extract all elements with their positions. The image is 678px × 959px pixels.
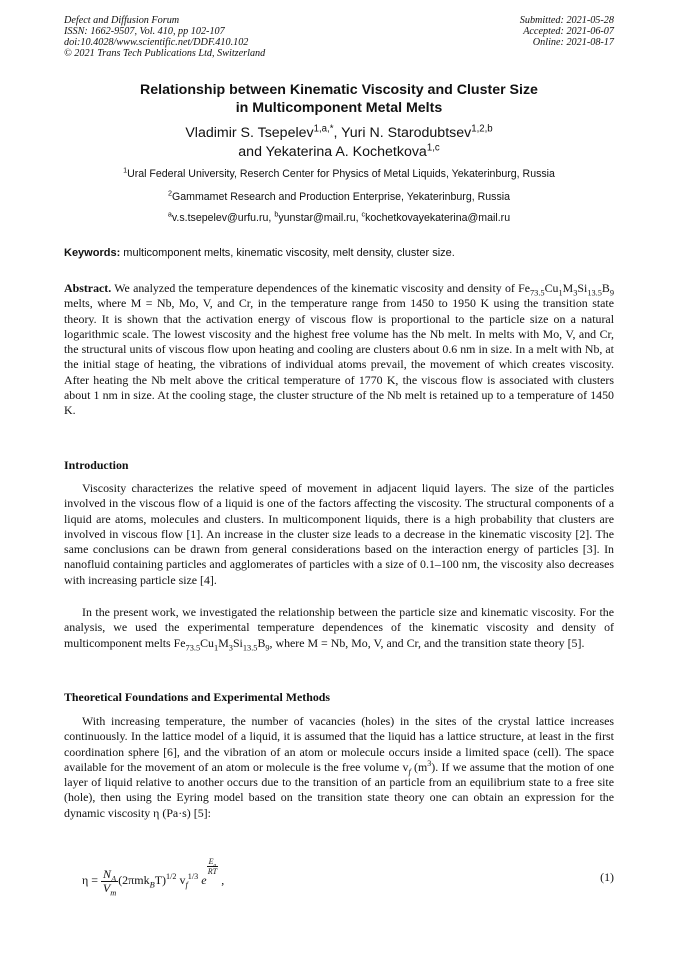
formula-element: Cu <box>544 281 559 295</box>
abstract-label: Abstract. <box>64 281 112 295</box>
paragraph-text: In the present work, we investigated the relationship between the particle size and kinematic viscosity. For the analysis, we used the experimental temperature dependences of the kinematic viscosity and density of multicomponent melts Fe <box>64 605 614 650</box>
eq-sub: A <box>111 874 117 884</box>
online-date: Online: 2021-08-17 <box>532 37 614 48</box>
paper-title <box>40 82 638 117</box>
formula-sub: 13.5 <box>587 288 602 298</box>
eq-symbol: N <box>103 866 112 881</box>
formula-element: Si <box>577 281 588 295</box>
eq-sub: f <box>185 880 188 890</box>
formula-element: M <box>562 281 574 295</box>
paragraph-text: With increasing temperature, the number of vacancies (holes) in the sites of the crystal lattice increases continuously. In the lattice model of a liquid, it is assumed that the liquid has a lattice structure, at least in the first coordination sphere [6], and the vibration of an atom or molecule occurs inside a limited space (cell). The space available for the movement of an atom or molecule is the free volume v <box>64 714 614 774</box>
journal-header-right <box>520 15 614 48</box>
formula-sub: 3 <box>573 288 578 298</box>
formula-sub: 73.5 <box>530 288 545 298</box>
eq-term: e <box>198 873 207 887</box>
introduction-paragraph-1: Viscosity characterizes the relative speed of movement in adjacent liquid layers. The size of the particles involved in the viscous flow of a liquid is one of the factors affecting the viscosity. The structural components of a liquid are atoms, molecules and clusters. In multicomponent liquids, there is a high probability that clusters are involved in viscous flow [1]. An increase in the cluster size leads to a decrease in the kinematic viscosity [2]. The same conclusions can be drawn from general considerations based on the interaction energy of particles [3]. In nanofluid containing particles and agglomerates of particles with a size of 0.1–100 nm, the viscosity also decreases with increasing particle size [4]. <box>64 481 614 587</box>
eq-term: T) <box>154 873 167 887</box>
eq-exp-denominator: RT <box>207 867 218 876</box>
affiliation-1-marker: 1 <box>123 165 128 175</box>
issn: ISSN: 1662-9507, Vol. 410, pp 102-107 <box>64 26 225 37</box>
formula-sub: 13.5 <box>242 642 258 652</box>
math-sup: 3 <box>427 758 432 768</box>
email-list <box>40 209 638 225</box>
abstract-text: melts, where M = Nb, Mo, V, and Cr, in the temperature range from 1450 to 1950 K using the transition state theory. It is shown that the activation energy of viscous flow is proportional to the particle size on a natural logarithmic scale. The lowest viscosity and the highest free volume has the Nb melt. In melts with Mo, V, and Cr, the structural units of viscous flow upon heating and cooling are clusters about 0.6 nm in size. In a melt with Nb, at the initial stage of heating, the vibrations of individual atoms prevail, the movement of which creates viscosity. After heating the Nb melt above the critical temperature of 1770 K, the viscous flow is associated with clusters about 1 nm in size. At the cooling stage, the cluster structure of the Nb melt is retained up to a temperature of 1450 K. <box>64 296 614 418</box>
formula-element: Si <box>232 635 243 650</box>
email-a[interactable]: v.s.tsepelev@urfu.ru, <box>171 212 275 224</box>
accepted-date: Accepted: 2021-06-07 <box>523 26 614 37</box>
email-c[interactable]: kochetkovayekaterina@mail.ru <box>365 212 511 224</box>
introduction-paragraph-2 <box>64 605 614 651</box>
keywords-label: Keywords: <box>64 247 121 259</box>
section-heading-theory: Theoretical Foundations and Experimental Methods <box>64 690 331 704</box>
author-1-affil: 1,a,* <box>313 123 334 135</box>
paragraph-text: ). If we assume that the motion of one layer of liquid relative to another occurs due to the transition of an particle from an equilibrium state to a free site (hole), then using the Eyring model based on the transition state theory one can obtain an expression for the dynamic viscosity η (Pa·s) [5]: <box>64 759 615 820</box>
formula-sub: 3 <box>228 642 233 652</box>
formula-element: B <box>601 281 610 295</box>
author-2-affil: 1,2,b <box>471 123 493 135</box>
paragraph-text: (m <box>410 759 428 774</box>
formula-element: B <box>257 635 266 650</box>
keywords <box>64 246 614 260</box>
formula-sub: 73.5 <box>185 642 201 652</box>
eq-exp-numerator <box>207 857 219 867</box>
email-b[interactable]: yunstar@mail.ru, <box>278 212 362 224</box>
formula-sub: 9 <box>609 288 614 298</box>
affiliation-1-text: Ural Federal University, Reserch Center for Physics of Metal Liquids, Yekaterinburg, Russia <box>127 168 555 180</box>
eq-lhs: η = <box>82 873 99 887</box>
math-sub: f <box>408 767 411 777</box>
equation-1 <box>82 853 614 899</box>
eq-term: , <box>218 873 225 887</box>
authors-line-2 <box>40 143 638 162</box>
title-line-2: in Multicomponent Metal Melts <box>235 99 443 116</box>
formula-sub: 1 <box>214 642 219 652</box>
email-a-marker: a <box>167 209 172 219</box>
equation-number: (1) <box>600 870 614 884</box>
formula-sub: 9 <box>265 642 270 652</box>
copyright: © 2021 Trans Tech Publications Ltd, Switzerland <box>64 48 266 59</box>
eq-sub: a <box>213 862 217 869</box>
title-line-1: Relationship between Kinematic Viscosity and Cluster Size <box>140 82 538 98</box>
abstract-text: We analyzed the temperature dependences of the kinematic viscosity and density of Fe <box>111 281 530 295</box>
eq-symbol: V <box>102 880 111 895</box>
submitted-date: Submitted: 2021-05-28 <box>519 15 614 26</box>
author-separator: , <box>333 125 342 141</box>
eq-term: v <box>176 873 186 887</box>
author-3: Yekaterina A. Kochetkova <box>265 143 427 160</box>
author-3-affil: 1,c <box>426 141 440 153</box>
affiliation-1 <box>40 165 638 181</box>
equation-body <box>82 857 225 898</box>
eq-fraction <box>101 866 118 898</box>
eq-term: (2πmk <box>118 873 150 887</box>
affiliation-2-marker: 2 <box>168 188 172 198</box>
eq-denominator <box>101 880 118 898</box>
journal-header-left <box>64 15 265 59</box>
journal-name: Defect and Diffusion Forum <box>64 15 180 26</box>
abstract <box>64 281 614 419</box>
eq-sup: 1/2 <box>166 872 177 881</box>
eq-sub: m <box>110 888 117 898</box>
eq-numerator <box>101 868 118 882</box>
eq-exponent <box>207 857 219 876</box>
authors-line-1 <box>40 124 638 143</box>
email-b-marker: b <box>274 209 279 219</box>
email-c-marker: c <box>361 209 366 219</box>
doi-link[interactable]: doi:10.4028/www.scientific.net/DDF.410.102 <box>64 37 249 48</box>
eq-sup: 1/3 <box>187 872 199 881</box>
section-heading-introduction: Introduction <box>64 458 129 472</box>
author-and: and <box>238 143 266 160</box>
eq-symbol: E <box>208 857 214 866</box>
keywords-text: multicomponent melts, kinematic viscosity, melt density, cluster size. <box>120 247 455 259</box>
author-list <box>40 124 638 161</box>
formula-sub: 1 <box>558 288 563 298</box>
formula-element: M <box>218 635 229 650</box>
affiliation-2 <box>40 188 638 204</box>
formula-element: Cu <box>200 635 215 650</box>
eq-sub: B <box>149 880 155 890</box>
theory-paragraph-1 <box>64 714 614 821</box>
paragraph-text: , where M = Nb, Mo, V, and Cr, and the transition state theory [5]. <box>269 635 585 650</box>
author-2: Yuri N. Starodubtsev <box>341 125 472 141</box>
affiliation-2-text: Gammamet Research and Production Enterprise, Yekaterinburg, Russia <box>172 191 510 203</box>
author-1: Vladimir S. Tsepelev <box>185 125 314 141</box>
